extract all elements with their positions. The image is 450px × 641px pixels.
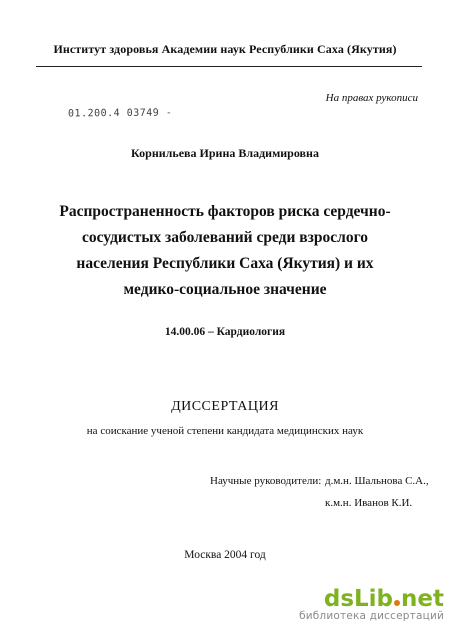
title-line: сосудистых заболеваний среди взрослого <box>81 229 369 246</box>
rights-note: На правах рукописи <box>325 92 418 104</box>
watermark-subtitle: библиотека диссертаций <box>299 610 444 622</box>
supervisor-first: д.м.н. Шальнова С.А., <box>325 475 429 487</box>
dissertation-title <box>0 199 450 303</box>
logo-dot-icon <box>394 600 400 606</box>
specialty-code: 14.00.06 – Кардиология <box>164 326 286 338</box>
title-line: Распространенность факторов риска сердечно- <box>59 203 391 220</box>
supervisor-second: к.м.н. Иванов К.И. <box>325 497 413 509</box>
title-line: населения Республики Саха (Якутия) и их <box>76 255 374 272</box>
dslib-watermark[interactable] <box>294 586 444 622</box>
logo-part-ds: ds <box>323 586 355 612</box>
supervisors-label: Научные руководители: <box>210 475 322 487</box>
header-divider <box>36 66 422 67</box>
logo-part-net: net <box>401 586 444 612</box>
author-name: Корнильева Ирина Владимировна <box>131 146 319 160</box>
city-year: Москва 2004 год <box>184 549 266 561</box>
document-type: ДИССЕРТАЦИЯ <box>171 399 279 414</box>
institute-header: Институт здоровья Академии наук Республики Саха (Якутия) <box>53 42 397 56</box>
title-line: медико-социальное значение <box>123 281 327 298</box>
registration-stamp: 01.200.4 03749 - <box>67 107 173 120</box>
degree-line: на соискание ученой степени кандидата медицинских наук <box>86 425 364 437</box>
dslib-logo <box>324 586 444 612</box>
logo-part-lib: Lib <box>354 586 394 612</box>
